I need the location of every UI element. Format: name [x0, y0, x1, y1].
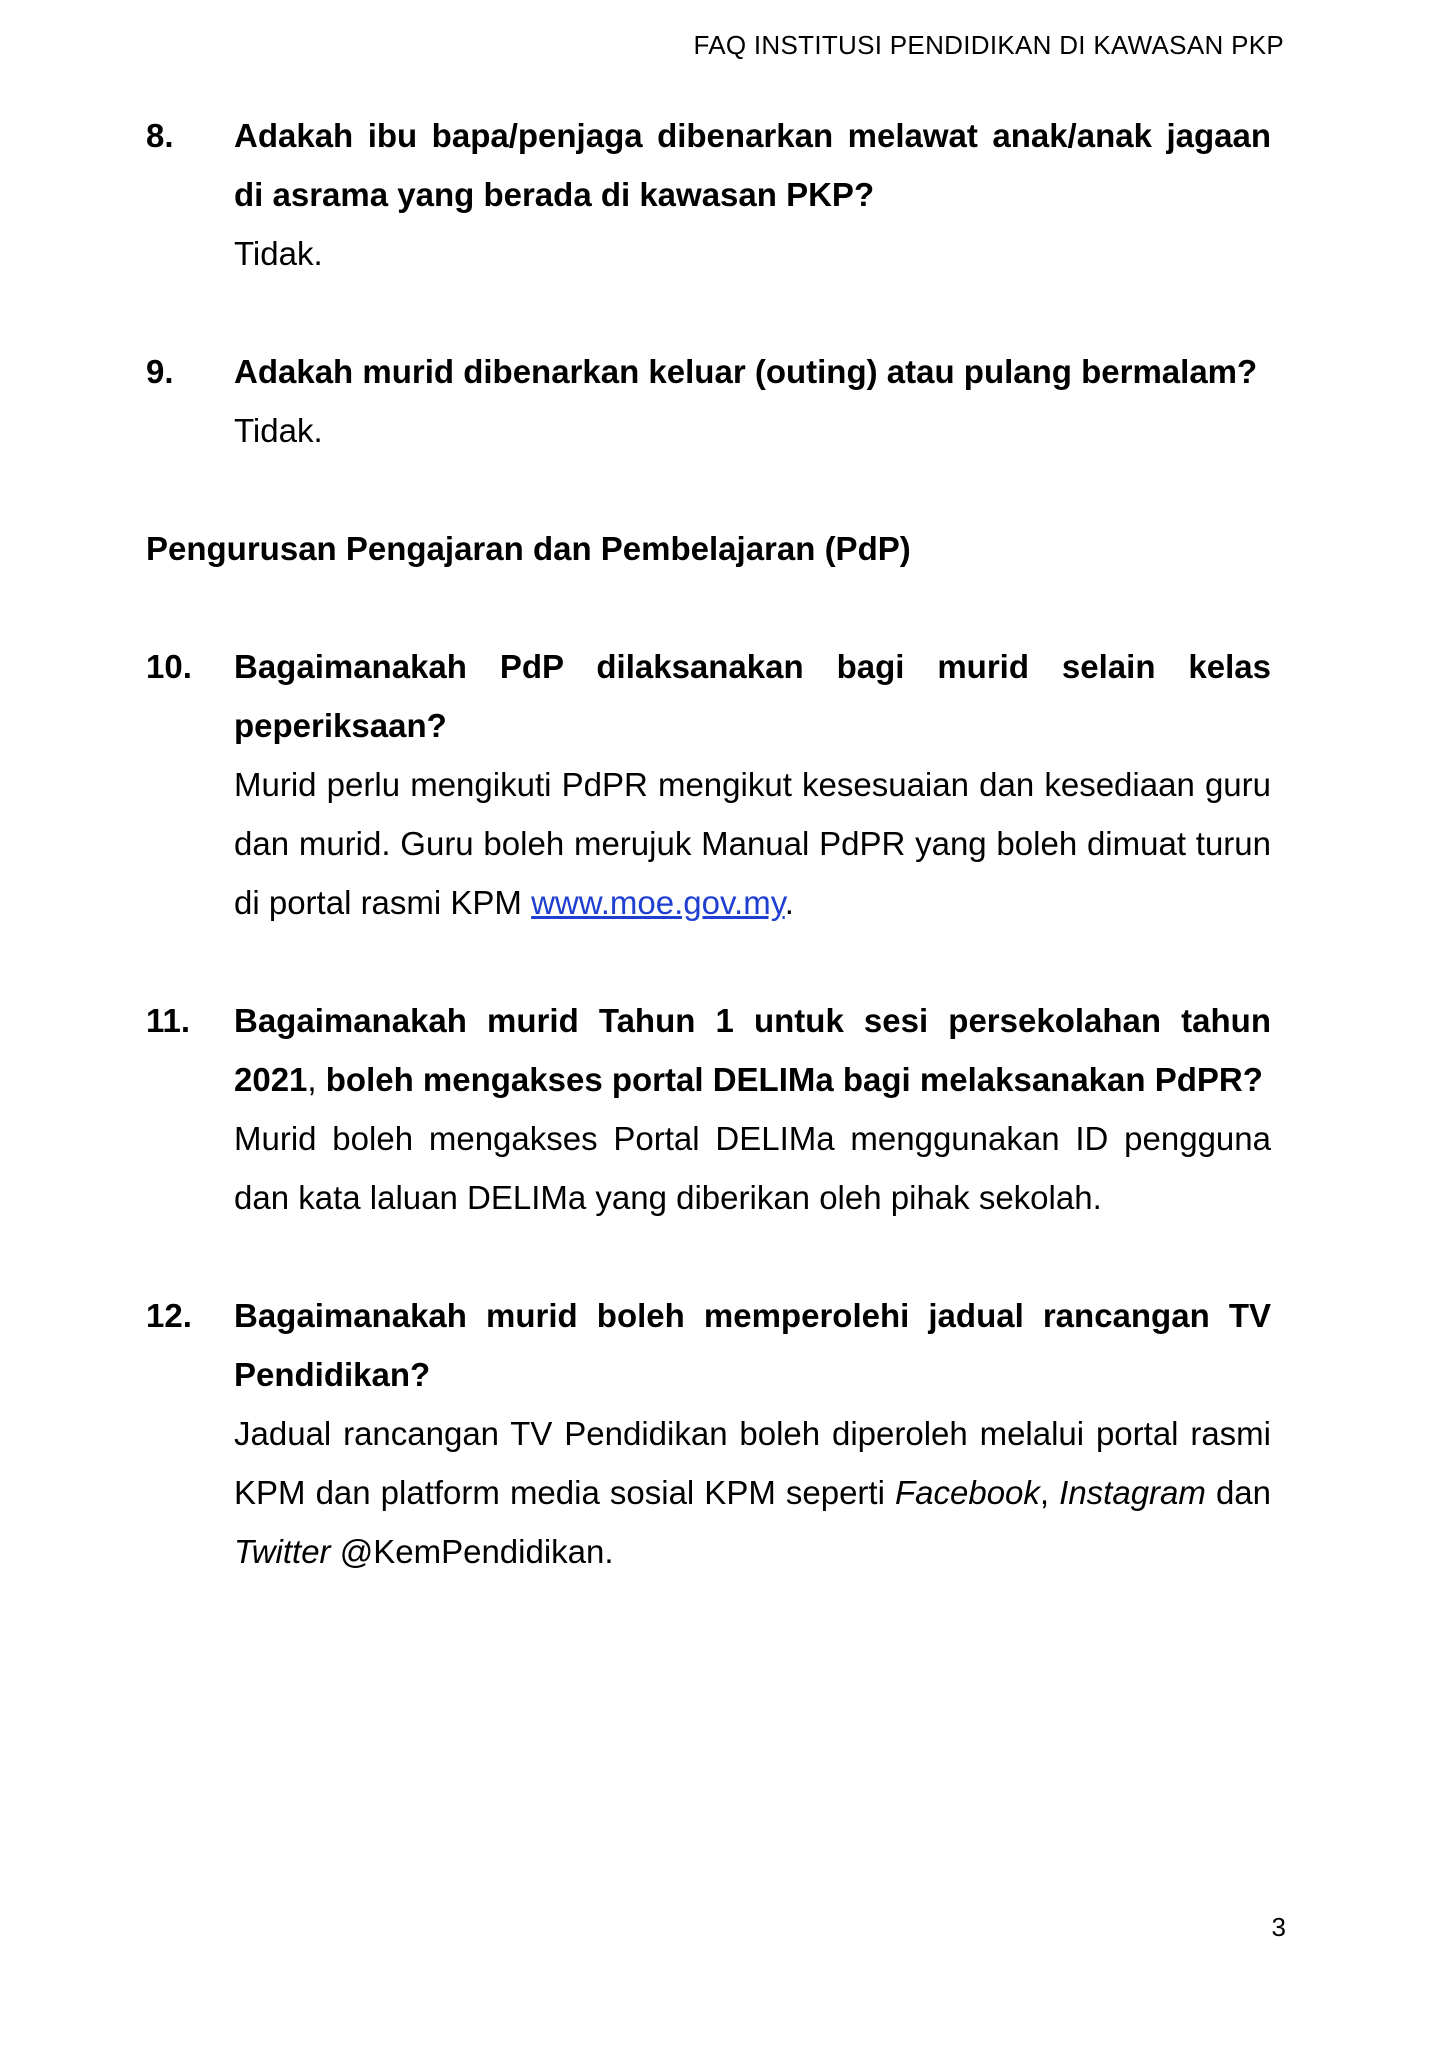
faq-number: 9.	[146, 353, 174, 390]
faq-answer-text: Jadual rancangan TV Pendidikan boleh diperoleh melalui portal rasmi KPM dan platform media sosial KPM seperti	[234, 1415, 1271, 1511]
faq-answer: Murid boleh mengakses Portal DELIMa menggunakan ID pengguna dan kata laluan DELIMa yang diberikan oleh pihak sekolah.	[234, 1120, 1271, 1216]
page-header: FAQ INSTITUSI PENDIDIKAN DI KAWASAN PKP	[693, 30, 1284, 60]
faq-number: 8.	[146, 117, 174, 154]
faq-answer	[234, 1404, 1271, 1581]
faq-item-11	[146, 991, 1271, 1227]
twitter-text: Twitter	[234, 1533, 331, 1570]
faq-question-text: boleh mengakses portal DELIMa bagi melaksanakan PdPR?	[316, 1061, 1263, 1098]
faq-question: Bagaimanakah PdP dilaksanakan bagi murid selain kelas peperiksaan?	[234, 648, 1271, 744]
document-content	[146, 106, 1271, 1581]
faq-question-comma: ,	[307, 1061, 317, 1098]
faq-answer: Tidak.	[234, 235, 323, 272]
faq-answer	[234, 755, 1271, 932]
faq-answer-text: @KemPendidikan.	[330, 1533, 614, 1570]
instagram-text: Instagram	[1059, 1474, 1206, 1511]
facebook-text: Facebook	[894, 1474, 1040, 1511]
faq-number: 12.	[146, 1297, 192, 1334]
faq-answer-text: dan	[1205, 1474, 1272, 1511]
faq-item-10	[146, 637, 1271, 932]
faq-question	[234, 991, 1271, 1109]
faq-item-12	[146, 1286, 1271, 1581]
faq-number: 11.	[146, 1002, 191, 1039]
faq-answer-text: ,	[1039, 1474, 1060, 1511]
moe-portal-link[interactable]: www.moe.gov.my	[531, 884, 785, 921]
faq-question: Bagaimanakah murid boleh memperolehi jadual rancangan TV Pendidikan?	[234, 1297, 1271, 1393]
page-number: 3	[1271, 1912, 1286, 1942]
faq-question: Adakah murid dibenarkan keluar (outing) atau pulang bermalam?	[234, 353, 1258, 390]
section-title: Pengurusan Pengajaran dan Pembelajaran (PdP)	[146, 530, 911, 567]
faq-item-9	[146, 342, 1271, 460]
faq-question-text: Bagaimanakah murid Tahun 1 untuk sesi persekolahan tahun 2021	[234, 1002, 1271, 1098]
faq-answer: Tidak.	[234, 412, 323, 449]
faq-item-8	[146, 106, 1271, 283]
faq-number: 10.	[146, 648, 192, 685]
faq-answer-text: .	[784, 884, 794, 921]
faq-answer-text: Murid perlu mengikuti PdPR mengikut kesesuaian dan kesediaan guru dan murid. Guru boleh merujuk Manual PdPR yang boleh dimuat turun di portal rasmi KPM	[234, 766, 1271, 921]
faq-question: Adakah ibu bapa/penjaga dibenarkan melawat anak/anak jagaan di asrama yang berada di kawasan PKP?	[234, 117, 1271, 213]
